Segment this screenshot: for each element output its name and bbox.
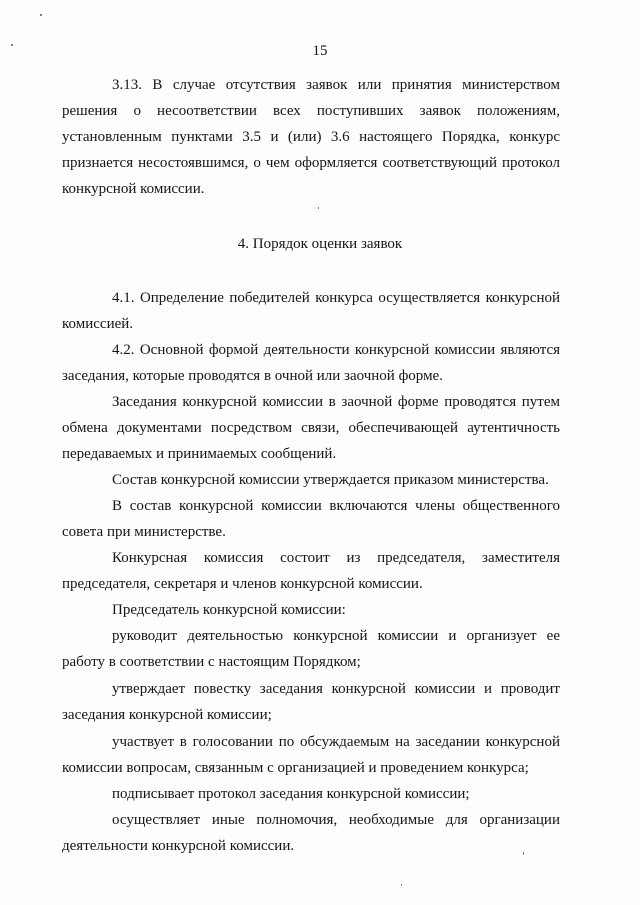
paragraph-chair-agenda: утверждает повестку заседания конкурсной комиссии и проводит заседания конкурсной комиссии;	[62, 681, 560, 723]
paragraph-chair-intro: Председатель конкурсной комиссии:	[112, 602, 346, 618]
paragraph-remote-meetings: Заседания конкурсной комиссии в заочной форме проводятся путем обмена документами посредством связи, обеспечивающей аутентичность передаваемых и принимаемых сообщений.	[62, 394, 560, 462]
scan-speck	[318, 207, 319, 209]
scan-speck	[11, 44, 13, 46]
paragraph-chair-other: осуществляет иные полномочия, необходимые для организации деятельности конкурсной комиссии.	[62, 812, 560, 854]
section-heading: 4. Порядок оценки заявок	[237, 236, 403, 252]
paragraph-public-council: В состав конкурсной комиссии включаются члены общественного совета при министерстве.	[62, 498, 560, 540]
scan-speck	[40, 14, 42, 16]
page-number: 15	[312, 43, 328, 59]
paragraph-commission-members: Конкурсная комиссия состоит из председателя, заместителя председателя, секретаря и членов конкурсной комиссии.	[62, 550, 560, 592]
scan-speck	[401, 884, 402, 886]
paragraph-chair-votes: участвует в голосовании по обсуждаемым на заседании конкурсной комиссии вопросам, связанным с организацией и проведением конкурса;	[62, 734, 560, 776]
scan-speck	[523, 852, 524, 855]
paragraph-4-2: 4.2. Основной формой деятельности конкурсной комиссии являются заседания, которые проводятся в очной или заочной форме.	[62, 342, 560, 384]
paragraph-chair-leads: руководит деятельностью конкурсной комиссии и организует ее работу в соответствии с настоящим Порядком;	[62, 628, 560, 670]
paragraph-composition-approved: Состав конкурсной комиссии утверждается приказом министерства.	[112, 472, 549, 488]
paragraph-4-1: 4.1. Определение победителей конкурса осуществляется конкурсной комиссией.	[62, 290, 560, 332]
paragraph-3-13: 3.13. В случае отсутствия заявок или принятия министерством решения о несоответствии всех поступивших заявок положениям, установленным пунктами 3.5 и (или) 3.6 настоящего Порядка, конкурс признается несостоявшимся, о чем оформляется соответствующий протокол конкурсной комиссии.	[62, 77, 560, 197]
paragraph-chair-signs: подписывает протокол заседания конкурсной комиссии;	[112, 786, 470, 802]
